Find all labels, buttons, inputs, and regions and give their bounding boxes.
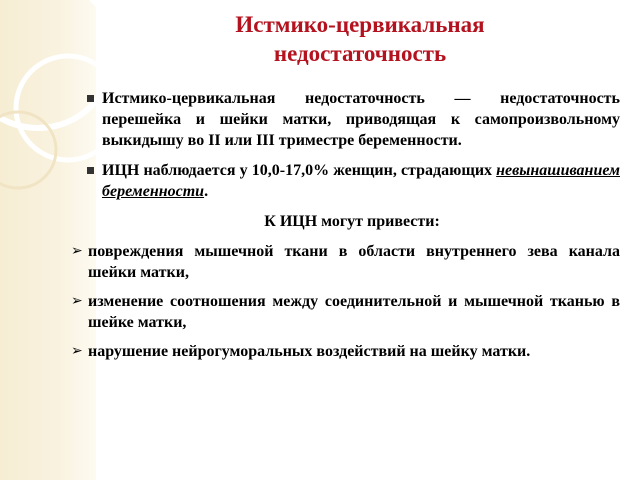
cause-item bbox=[70, 291, 620, 333]
cause-text: нарушение нейрогуморальных воздействий на шейку матки. bbox=[88, 343, 531, 360]
prevalence-end: . bbox=[204, 183, 209, 200]
bullet-item-definition bbox=[84, 88, 620, 151]
causes-subheading: К ИЦН могут привести: bbox=[264, 213, 440, 230]
square-bullet-icon bbox=[87, 167, 94, 174]
arrow-bullet-icon: ➢ bbox=[71, 243, 83, 259]
square-bullet-icon bbox=[87, 95, 94, 102]
arrow-bullet-icon: ➢ bbox=[71, 293, 83, 309]
emphasis-term: невынашиванием беременности bbox=[102, 162, 620, 200]
cause-item bbox=[70, 241, 620, 283]
bullet-item-prevalence bbox=[84, 160, 620, 202]
definition-text: Истмико-цервикальная недостаточность — недостаточность перешейка и шейки матки, приводящая к самопроизвольному выкидышу во II или III триместре беременности. bbox=[102, 90, 620, 149]
prevalence-text: ИЦН наблюдается у 10,0-17,0% женщин, страдающих bbox=[102, 162, 497, 179]
cause-item bbox=[70, 341, 620, 362]
cause-text: повреждения мышечной ткани в области внутреннего зева канала шейки матки, bbox=[88, 243, 620, 281]
slide-title: Истмико-цервикальная недостаточность bbox=[235, 12, 485, 66]
arrow-bullet-icon: ➢ bbox=[71, 343, 83, 359]
cause-text: изменение соотношения между соединительной и мышечной тканью в шейке матки, bbox=[88, 293, 620, 331]
slide-content bbox=[71, 88, 620, 370]
